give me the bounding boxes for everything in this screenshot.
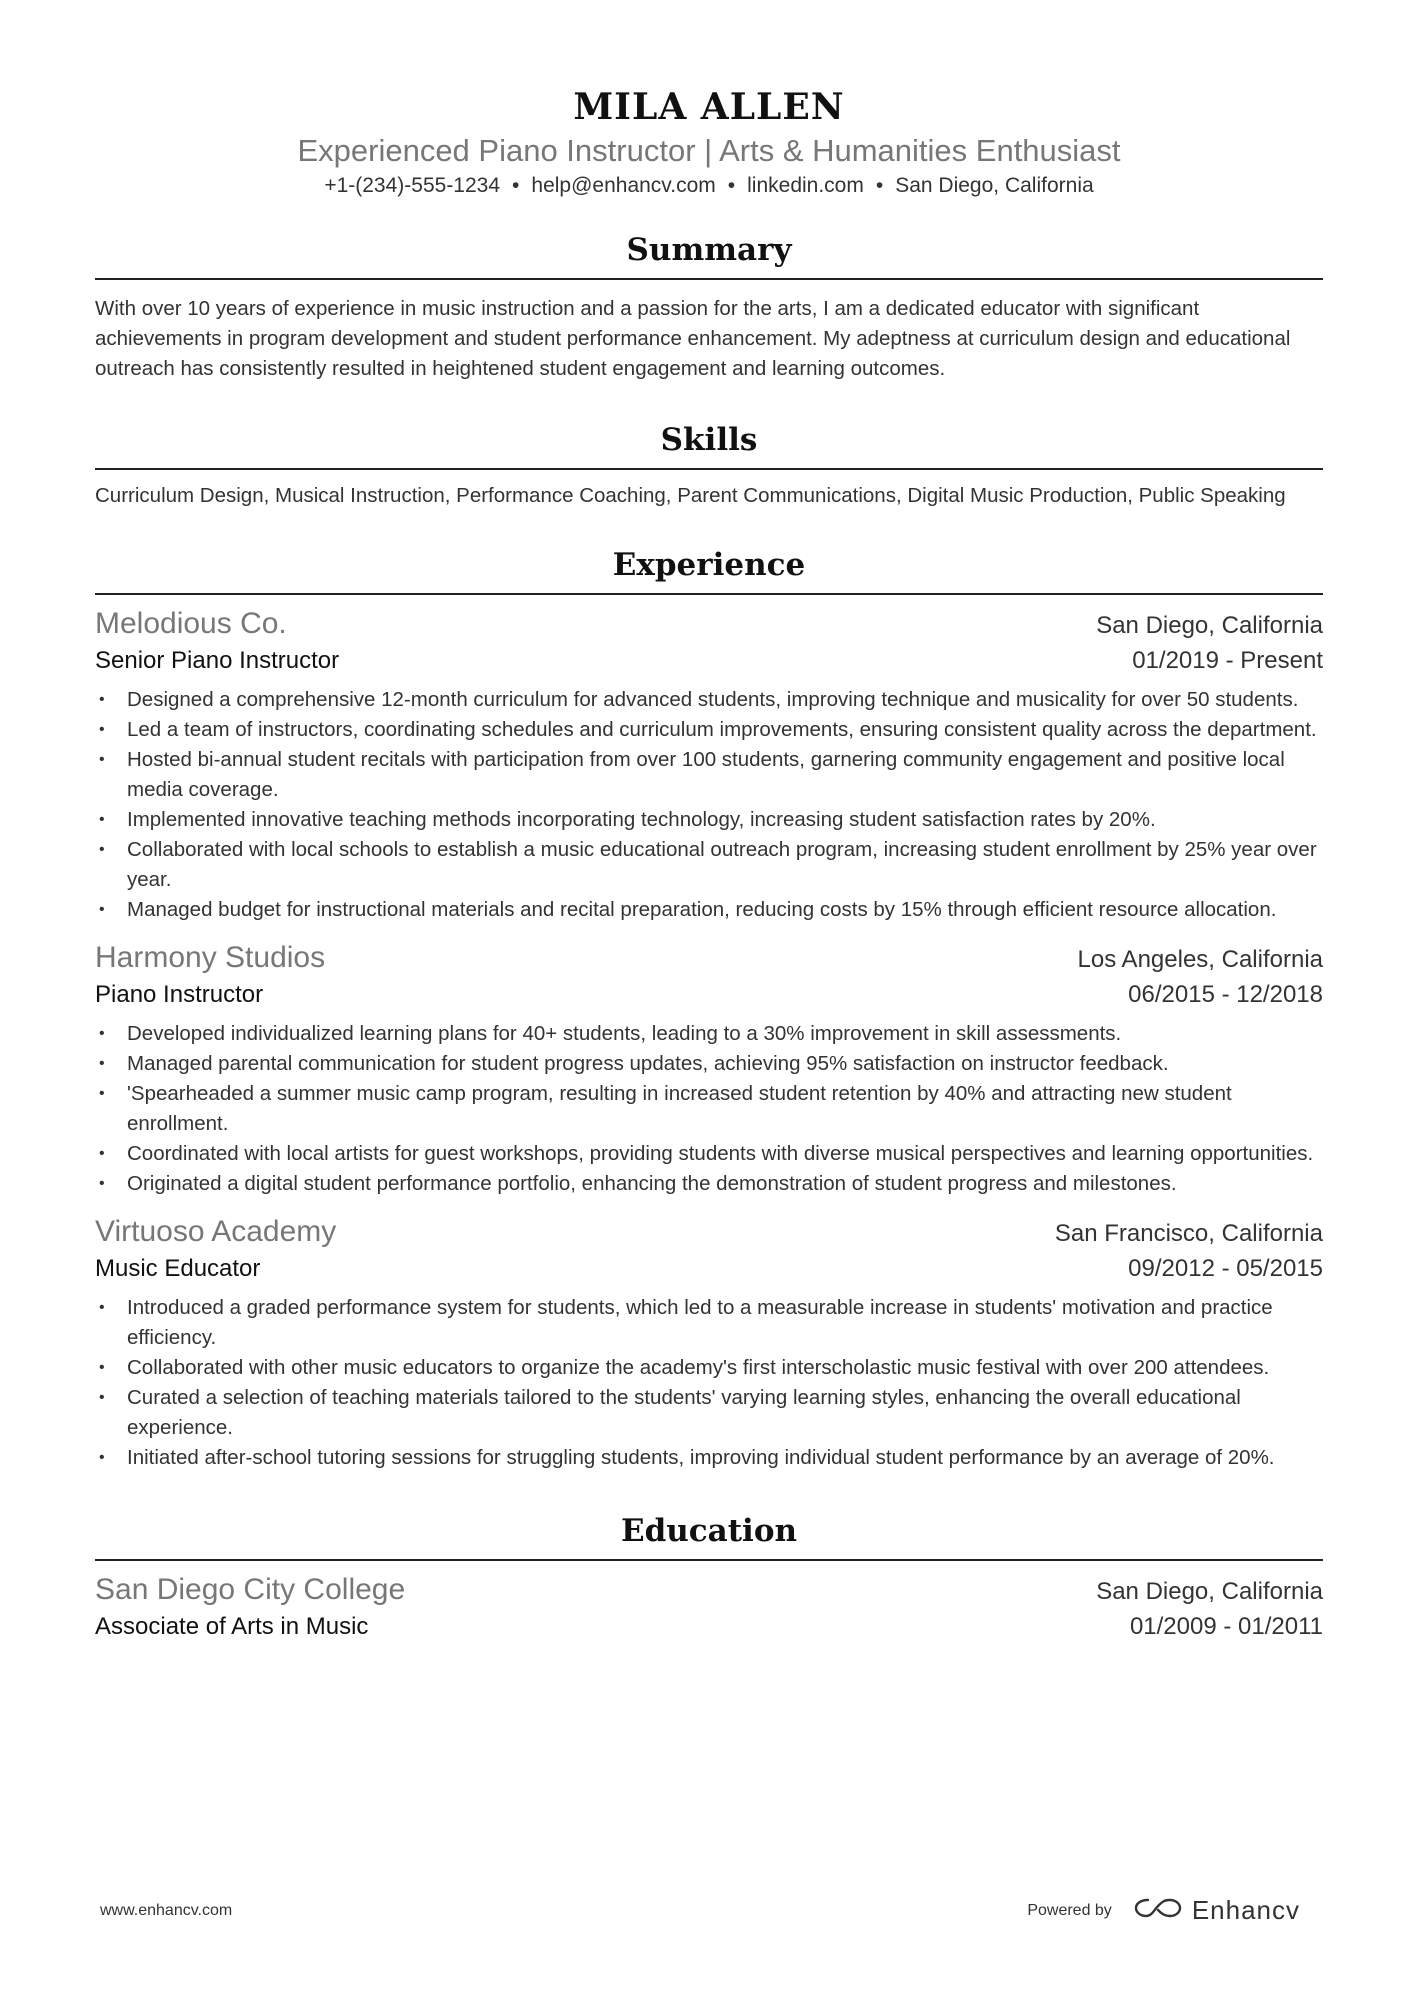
school-name: San Diego City College (95, 1573, 406, 1606)
candidate-name: MILA ALLEN (573, 86, 845, 128)
phone-number: +1-(234)-555-1234 (324, 174, 501, 197)
experience-entry (95, 605, 1323, 925)
school-location: San Diego, California (1096, 1578, 1323, 1605)
achievement-item: • Coordinated with local artists for guest workshops, providing students with diverse musical perspectives and learning opportunities. (95, 1139, 1323, 1169)
achievement-list (95, 685, 1323, 925)
education-dates: 01/2009 - 01/2011 (1129, 1613, 1323, 1640)
achievement-item: • Initiated after-school tutoring sessions for struggling students, improving individual student performance by an average of 20%. (95, 1443, 1323, 1473)
job-location: Los Angeles, California (1077, 946, 1323, 973)
achievement-item: • Managed budget for instructional materials and recital preparation, reducing costs by 15% through efficient resource allocation. (95, 895, 1323, 925)
achievement-item: • Collaborated with local schools to establish a music educational outreach program, increasing student enrollment by 25% year over year. (95, 835, 1323, 895)
company-name: Harmony Studios (95, 941, 326, 974)
footer-url-link[interactable]: www.enhancv.com (100, 1901, 233, 1919)
job-dates: 01/2019 - Present (1132, 647, 1323, 674)
achievement-item: • Implemented innovative teaching methods incorporating technology, increasing student satisfaction rates by 20%. (95, 805, 1323, 835)
enhancv-logo-icon (1134, 1896, 1182, 1925)
skills-text: Curriculum Design, Musical Instruction, Performance Coaching, Parent Communications, Digital Music Production, Public Speaking (95, 484, 1286, 507)
achievement-list (95, 1293, 1323, 1473)
experience-entry (95, 1213, 1323, 1473)
resume-page (95, 0, 1323, 1645)
job-dates: 09/2012 - 05/2015 (1128, 1255, 1323, 1282)
achievement-item: • Developed individualized learning plans for 40+ students, leading to a 30% improvement in skill assessments. (95, 1019, 1323, 1049)
candidate-headline: Experienced Piano Instructor | Arts & Humanities Enthusiast (297, 133, 1121, 168)
contact-info (95, 172, 1323, 200)
company-name: Melodious Co. (95, 607, 287, 640)
email-link[interactable]: help@enhancv.com (531, 174, 716, 197)
summary-text: With over 10 years of experience in music instruction and a passion for the arts, I am a dedicated educator with significant achievements in program development and student performance enhancement. My adeptness at curriculum design and educational outreach has consistently resulted in heightened student engagement and learning outcomes. (95, 297, 1291, 380)
powered-by (1027, 1895, 1300, 1926)
job-title: Piano Instructor (95, 981, 264, 1008)
job-dates: 06/2015 - 12/2018 (1128, 981, 1323, 1008)
page-footer (100, 1895, 1300, 1926)
powered-by-label: Powered by (1027, 1901, 1112, 1919)
job-title: Music Educator (95, 1255, 261, 1282)
achievement-item: • Originated a digital student performance portfolio, enhancing the demonstration of student progress and milestones. (95, 1169, 1323, 1199)
job-location: San Diego, California (1096, 612, 1323, 639)
location-text: San Diego, California (895, 174, 1094, 197)
linkedin-link[interactable]: linkedin.com (747, 174, 864, 197)
job-location: San Francisco, California (1054, 1220, 1323, 1247)
section-title-summary: Summary (95, 230, 1323, 280)
enhancv-brand[interactable] (1134, 1895, 1300, 1926)
achievement-list (95, 1019, 1323, 1199)
enhancv-brand-name: Enhancv (1191, 1895, 1300, 1925)
job-title: Senior Piano Instructor (95, 647, 340, 674)
achievement-item: • Introduced a graded performance system for students, which led to a measurable increase in students' motivation and practice efficiency. (95, 1293, 1323, 1353)
achievement-item: • Curated a selection of teaching materials tailored to the students' varying learning styles, enhancing the overall educational experience. (95, 1383, 1323, 1443)
contact-separator: • (512, 174, 520, 197)
company-name: Virtuoso Academy (95, 1215, 337, 1248)
experience-section (95, 545, 1323, 1473)
achievement-item: • Collaborated with other music educators to organize the academy's first interscholastic music festival with over 200 attendees. (95, 1353, 1323, 1383)
experience-entry (95, 939, 1323, 1199)
achievement-item: • Designed a comprehensive 12-month curriculum for advanced students, improving technique and musicality for over 50 students. (95, 685, 1323, 715)
section-title-experience: Experience (95, 545, 1323, 595)
degree-title: Associate of Arts in Music (95, 1613, 369, 1640)
education-entry (95, 1571, 1323, 1645)
section-title-education: Education (95, 1511, 1323, 1561)
education-section (95, 1511, 1323, 1645)
achievement-item: • 'Spearheaded a summer music camp program, resulting in increased student retention by 40% and attracting new student enrollment. (95, 1079, 1323, 1139)
achievement-item: • Led a team of instructors, coordinating schedules and curriculum improvements, ensuring consistent quality across the department. (95, 715, 1323, 745)
section-title-skills: Skills (95, 420, 1323, 470)
contact-separator: • (727, 174, 736, 197)
contact-separator: • (875, 174, 884, 197)
achievement-item: • Hosted bi-annual student recitals with participation from over 100 students, garnering community engagement and positive local media coverage. (95, 745, 1323, 805)
resume-header (95, 0, 1323, 200)
achievement-item: • Managed parental communication for student progress updates, achieving 95% satisfaction on instructor feedback. (95, 1049, 1323, 1079)
summary-section (95, 230, 1323, 384)
skills-section (95, 420, 1323, 509)
